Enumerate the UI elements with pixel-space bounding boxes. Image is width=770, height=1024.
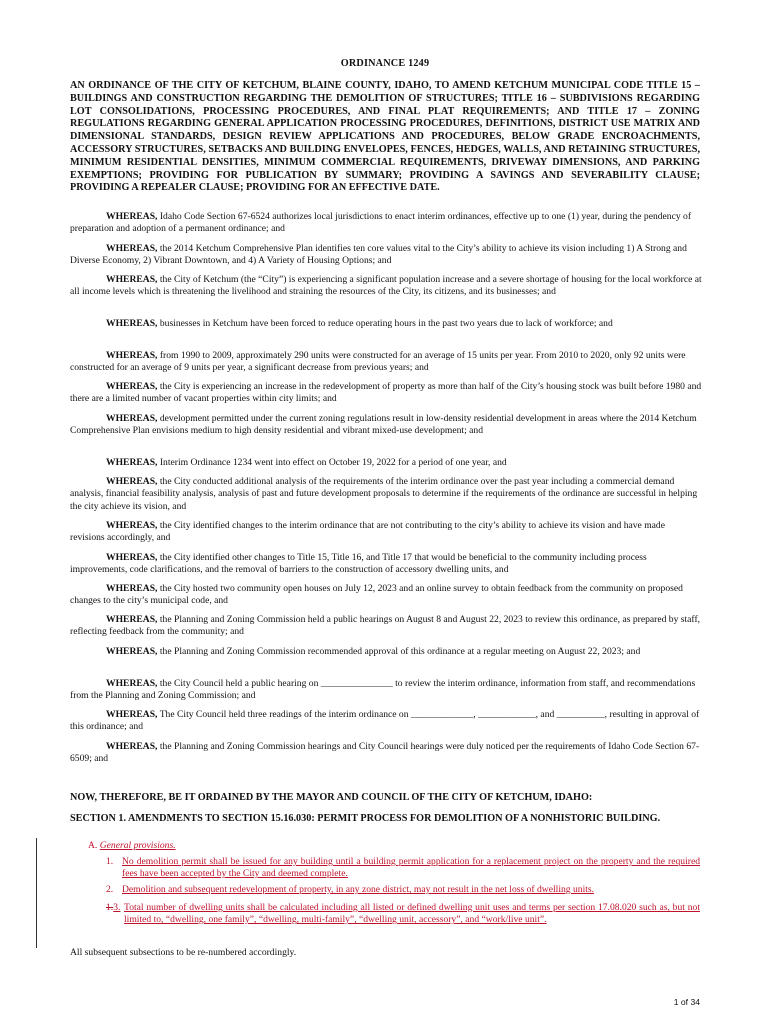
whereas-clause: WHEREAS, the City Council held a public hearing on _______________ to review the interim ordinance, information from staff, and recommendations from the Planning and Zoning Commission; and [70,678,696,702]
whereas-clause: WHEREAS, The City Council held three readings of the interim ordinance on _____________, ____________, and __________, resulting in approval of this ordinance; and [70,709,700,733]
whereas-clause: WHEREAS, Interim Ordinance 1234 went into effect on October 19, 2022 for a period of one year, and [106,457,507,468]
item-text: No demolition permit shall be issued for any building until a building permit application for a replacement project on the property and the required fees have been accepted by the City and deemed complete. [122,856,700,880]
item-text: Total number of dwelling units shall be calculated including all listed or defined dwelling unit uses and terms per section 17.08.020 such as, but not limited to, “dwelling, one family”, “dwelling, multi-family”, “dwelling unit, accessory”, and “work/live unit”. [124,902,700,926]
amendment-item [106,884,700,896]
item-number: 1.3. [106,902,121,913]
whereas-clause: WHEREAS, the City is experiencing an increase in the redevelopment of property as more than half of the City’s housing stock was built before 1980 and there are a limited number of vacant properties within city limits; and [70,381,702,405]
subsection-a-label: A. [88,840,98,851]
item-number: 2. [106,884,114,895]
whereas-clause: WHEREAS, the 2014 Ketchum Comprehensive Plan identifies ten core values vital to the City’s ability to achieve its vision including 1) A Strong and Diverse Economy, 2) Vibrant Downtown, and 4) A Variety of Housing Options; and [70,243,687,267]
whereas-clause: WHEREAS, the Planning and Zoning Commission held a public hearings on August 8 and August 22, 2023 to review this ordinance, as prepared by staff, reflecting feedback from the community; and [70,614,701,638]
ordinance-title: ORDINANCE 1249 [340,58,430,69]
amendment-item [106,902,700,926]
whereas-clause: WHEREAS, from 1990 to 2009, approximately 290 units were constructed for an average of 15 units per year. From 2010 to 2020, only 92 units were constructed for an average of 9 units per year, a significant decrease from previous years; and [70,350,686,374]
item-number: 1. [106,856,114,867]
whereas-clause: WHEREAS, the City conducted additional analysis of the requirements of the interim ordinance over the past year including a commercial demand analysis, financial feasibility analysis, analysis of past and future development proposals to determine if the requirements of the ordinance are successful in helping the city achieve its vision, and [70,476,698,512]
subsection-a [88,840,700,852]
amendment-item [106,856,700,880]
subsection-a-title: General provisions. [99,840,176,851]
whereas-clause: WHEREAS, the City identified other changes to Title 15, Title 16, and Title 17 that would be beneficial to the community including process improvements, code clarifications, and the removal of barriers to the construction of accessory dwelling units, and [70,552,647,576]
ordaining-clause: NOW, THEREFORE, BE IT ORDAINED BY THE MAYOR AND COUNCIL OF THE CITY OF KETCHUM, IDAHO: [70,792,593,803]
renumbering-note: All subsequent subsections to be re-numbered accordingly. [70,947,297,958]
revision-change-bar [36,838,37,948]
whereas-clause: WHEREAS, businesses in Ketchum have been forced to reduce operating hours in the past two years due to lack of workforce; and [106,318,613,329]
item-text: Demolition and subsequent redevelopment of property, in any zone district, may not result in the net loss of dwelling units. [122,884,595,895]
whereas-clause: WHEREAS, the Planning and Zoning Commission recommended approval of this ordinance at a regular meeting on August 22, 2023; and [106,646,641,657]
page-number: 1 of 34 [673,997,700,1007]
ordinance-intro: AN ORDINANCE OF THE CITY OF KETCHUM, BLAINE COUNTY, IDAHO, TO AMEND KETCHUM MUNICIPAL CODE TITLE 15 – BUILDINGS AND CONSTRUCTION REGARDING THE DEMOLITION OF STRUCTURES; TITLE 16 – SUBDIVISIONS REGARDING LOT CONSOLIDATIONS, PROCESSING PROCEDURES, AND FINAL PLAT REQUIREMENTS; AND TITLE 17 – ZONING REGULATIONS REGARDING GENERAL APPLICATION PROCESSING PROCEDURES, DEFINITIONS, DISTRICT USE MATRIX AND DIMENSIONAL STANDARDS, DESIGN REVIEW APPLICATIONS AND PROCEDURES, BELOW GRADE ENCROACHMENTS, ACCESSORY STRUCTURES, SETBACKS AND BUILDING ENVELOPES, FENCES, HEDGES, WALLS, AND RETAINING STRUCTURES, MINIMUM RESIDENTIAL DENSITIES, MINIMUM COMMERCIAL REQUIREMENTS, DRIVEWAY DIMENSIONS, AND PARKING EXEMPTIONS; PROVIDING FOR PUBLICATION BY SUMMARY; PROVIDING A SAVINGS AND SEVERABILITY CLAUSE; PROVIDING A REPEALER CLAUSE; PROVIDING FOR AN EFFECTIVE DATE. [70,80,700,194]
whereas-clause: WHEREAS, the City of Ketchum (the “City”) is experiencing a significant population increase and a severe shortage of housing for the local workforce at all income levels which is threatening the livelihood and straining the resources of the City, its citizens, and its businesses; and [70,274,702,298]
whereas-clause: WHEREAS, the City hosted two community open houses on July 12, 2023 and an online survey to obtain feedback from the community on proposed changes to the city’s municipal code, and [70,583,683,607]
whereas-clause: WHEREAS, the Planning and Zoning Commission hearings and City Council hearings were duly noticed per the requirements of Idaho Code Section 67-6509; and [70,741,700,765]
whereas-clause: WHEREAS, Idaho Code Section 67-6524 authorizes local jurisdictions to enact interim ordinances, effective up to one (1) year, during the pendency of preparation and adoption of a permanent ordinance; and [70,211,692,235]
section-1-heading: SECTION 1. AMENDMENTS TO SECTION 15.16.030: PERMIT PROCESS FOR DEMOLITION OF A NONHISTORIC BUILDING. [70,813,661,824]
whereas-clause: WHEREAS, development permitted under the current zoning regulations result in low-density residential development in areas where the 2014 Ketchum Comprehensive Plan envisions medium to high density residential and vibrant mixed-use development; and [70,413,697,437]
whereas-clause: WHEREAS, the City identified changes to the interim ordinance that are not contributing to the city’s ability to achieve its vision and have made revisions accordingly, and [70,520,665,544]
